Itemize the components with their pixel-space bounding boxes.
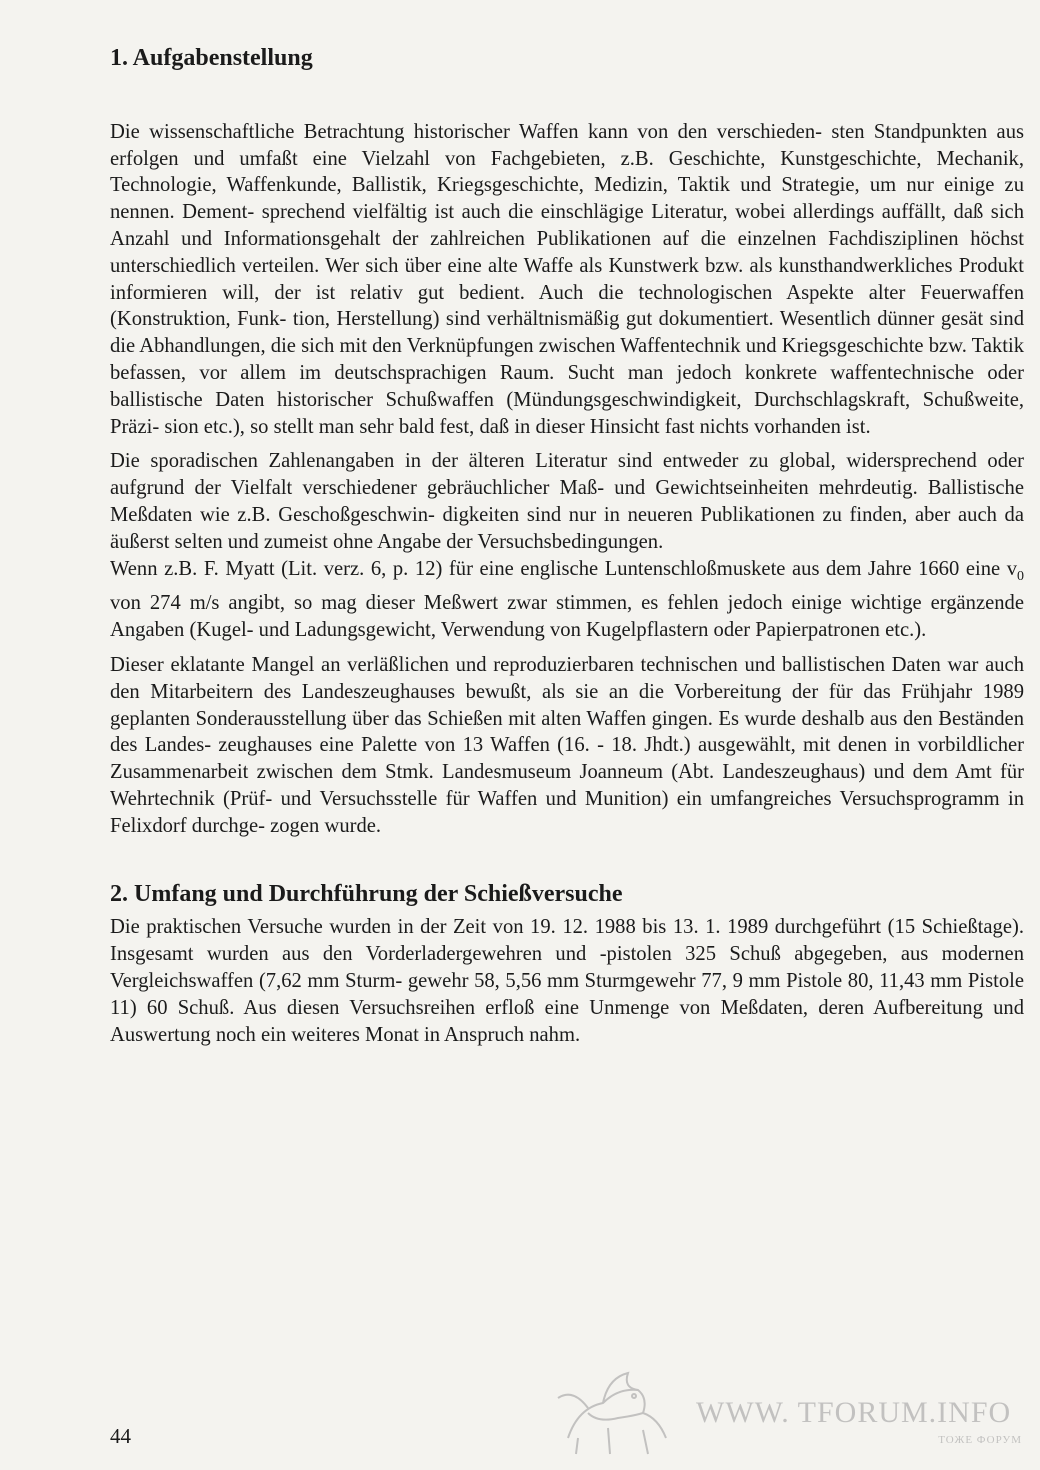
griffin-logo-icon [548,1368,688,1458]
paragraph-2: Die sporadischen Zahlenangaben in der älteren Literatur sind entweder zu global, widersprechend oder aufgrund der Vielfalt verschiedener gebräuchlicher Maß- und Gewichtseinheiten mehrdeutig. Ballistische Meßdaten wie z.B. Geschoßgeschwin- digkeiten sind nur in neueren Publikationen zu finden, aber auch da äußerst selten und zumeist ohne Angabe der Versuchsbedingungen. [110,450,1024,553]
document-page [110,44,1024,1048]
section-heading-2: 2. Umfang und Durchführung der Schießversuche [110,880,623,907]
velocity-subscript: 0 [1017,568,1024,584]
section-heading-1: 1. Aufgabenstellung [110,45,313,71]
myatt-text-after: von 274 m/s angibt, so mag dieser Meßwert zwar stimmen, es fehlen jedoch einige wichtige ergänzende Angaben (Kugel- und Ladungsgewicht, Verwendung von Kugelpflastern oder Papierpatronen etc.). [110,592,1024,642]
page-number: 44 [110,1424,131,1448]
myatt-text-before: Wenn z.B. F. Myatt (Lit. verz. 6, p. 12) für eine englische Luntenschloßmuskete aus dem Jahre 1660 eine v [110,557,1017,580]
paragraph-1: Die wissenschaftliche Betrachtung historischer Waffen kann von den verschieden- sten Standpunkten aus erfolgen und umfaßt eine Vielzahl von Fachgebieten, z.B. Geschichte, Kunstgeschichte, Mechanik, Technologie, Waffenkunde, Ballistik, Kriegsgeschichte, Medizin, Taktik und Strategie, um nur einige zu nennen. Dement- sprechend vielfältig ist auch die einschlägige Literatur, wobei allerdings auffällt, daß sich Anzahl und Informationsgehalt der zahlreichen Publikationen auf die einzelnen Fachdisziplinen höchst unterschiedlich verteilen. Wer sich über eine alte Waffe als Kunstwerk bzw. als kunsthandwerkliches Produkt informieren will, der ist relativ gut bedient. Auch die technologischen Aspekte alter Feuerwaffen (Konstruktion, Funk- tion, Herstellung) sind verhältnismäßig gut dokumentiert. Wesentlich dünner gesät sind die Abhandlungen, die sich mit den Verknüpfungen zwischen Waffentechnik und Kriegsgeschichte bzw. Taktik befassen, vor allem im deutschsprachigen Raum. Sucht man jedoch konkrete waffentechnische oder ballistische Daten historischer Schußwaffen (Mündungsgeschwindigkeit, Durchschlagskraft, Schußweite, Präzi- sion etc.), so stellt man sehr bald fest, daß in dieser Hinsicht fast nichts vorhanden ist. [110,120,1024,438]
watermark [548,1368,1028,1458]
paragraph-3: Dieser eklatante Mangel an verläßlichen und reproduzierbaren technischen und ballistischen Daten war auch den Mitarbeitern des Landeszeughauses bewußt, als sie an die Vorbereitung der für das Frühjahr 1989 geplanten Sonderausstellung über das Schießen mit alten Waffen gingen. Es wurde deshalb aus den Beständen des Landes- zeughauses eine Palette von 13 Waffen (16. - 18. Jhdt.) ausgewählt, mit denen in vorbildlicher Zusammenarbeit zwischen dem Stmk. Landesmuseum Joanneum (Abt. Landeszeughaus) und dem Amt für Wehrtechnik (Prüf- und Versuchsstelle für Waffen und Munition) ein umfangreiches Versuchsprogramm in Felixdorf durchge- zogen wurde. [110,654,1024,837]
watermark-text: WWW. TFORUM.INFO [696,1396,1012,1429]
paragraph-myatt [110,556,1024,645]
watermark-subtext: ТОЖЕ ФОРУМ [938,1434,1022,1446]
paragraph-section2: Die praktischen Versuche wurden in der Zeit von 19. 12. 1988 bis 13. 1. 1989 durchgeführt (15 Schießtage). Insgesamt wurden aus den Vorderladergewehren und -pistolen 325 Schuß abgegeben, aus modernen Vergleichswaffen (7,62 mm Sturm- gewehr 58, 5,56 mm Sturmgewehr 77, 9 mm Pistole 80, 11,43 mm Pistole 11) 60 Schuß. Aus diesen Versuchsreihen erfloß eine Unmenge von Meßdaten, deren Aufbereitung und Auswertung noch ein weiteres Monat in Anspruch nahm. [110,916,1024,1046]
